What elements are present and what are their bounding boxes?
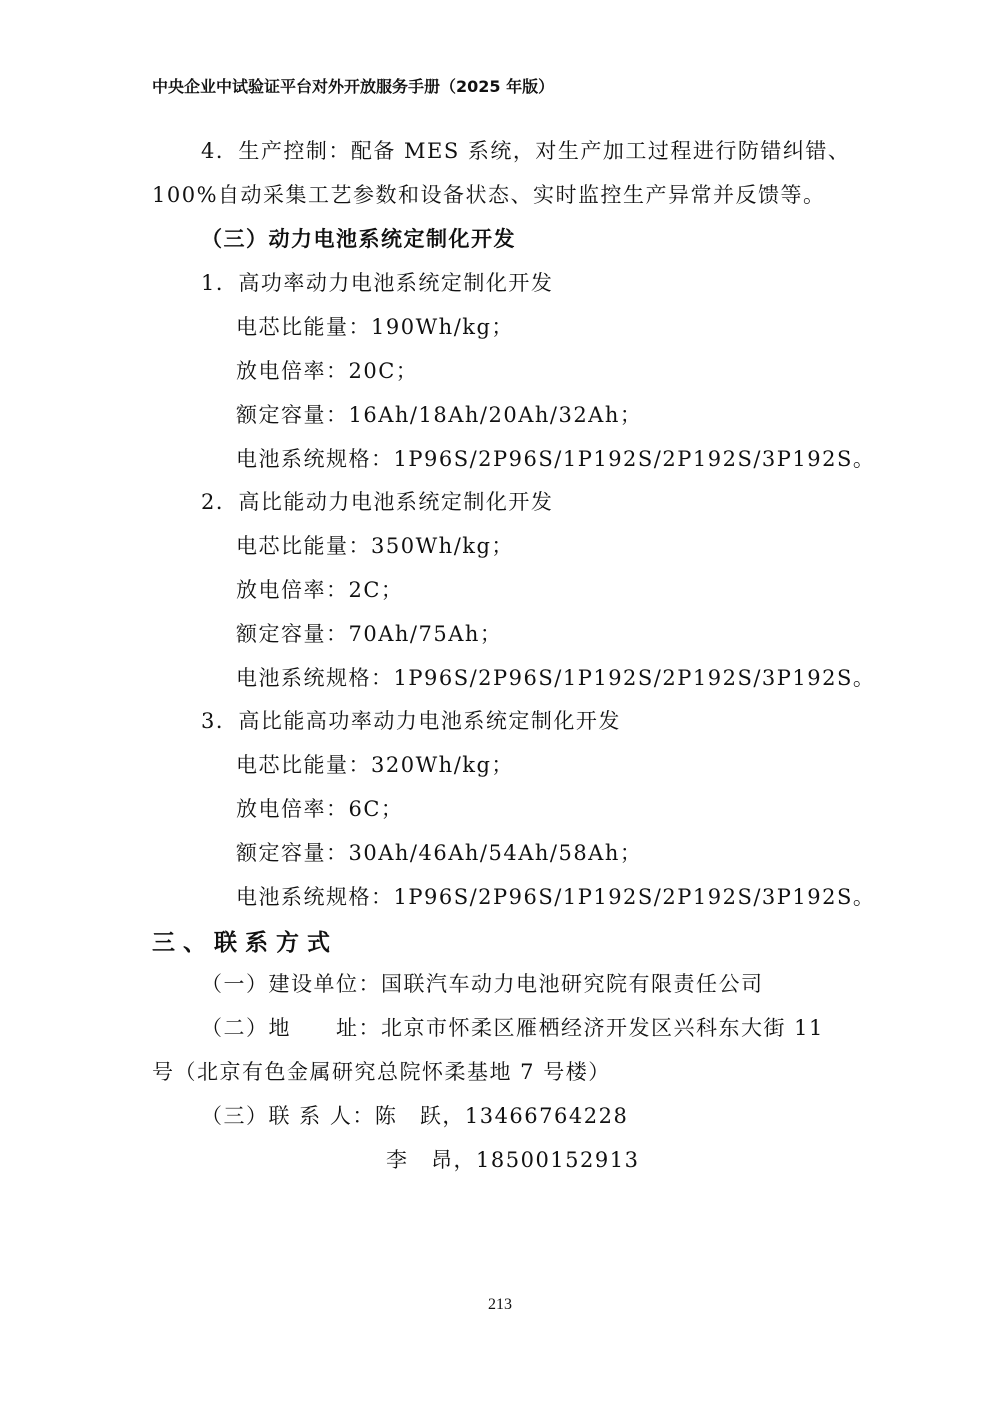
section-title-contact: 三、联系方式 [152, 929, 338, 956]
item-3-rate: 放电倍率：6C； [236, 797, 404, 821]
item-1-rate: 放电倍率：20C； [236, 359, 419, 383]
contact-person-2: 李 昂，18500152913 [386, 1148, 640, 1172]
contact-address-line1: （二）地 址：北京市怀柔区雁栖经济开发区兴科东大街 11 [201, 1016, 824, 1040]
page-number: 213 [488, 1296, 512, 1313]
item-2-spec: 电池系统规格：1P96S/2P96S/1P192S/2P192S/3P192S。 [236, 666, 876, 690]
item-3-title: 3．高比能高功率动力电池系统定制化开发 [201, 709, 621, 733]
item-2-rate: 放电倍率：2C； [236, 578, 404, 602]
item-3-energy: 电芯比能量：320Wh/kg； [236, 753, 514, 777]
item-3-spec: 电池系统规格：1P96S/2P96S/1P192S/2P192S/3P192S。 [236, 885, 876, 909]
contact-unit: （一）建设单位：国联汽车动力电池研究院有限责任公司 [201, 972, 764, 996]
item-1-energy: 电芯比能量：190Wh/kg； [236, 315, 514, 339]
item-2-capacity: 额定容量：70Ah/75Ah； [236, 622, 503, 646]
paragraph-production-control-line2: 100%自动采集工艺参数和设备状态、实时监控生产异常并反馈等。 [152, 183, 826, 207]
item-2-title: 2．高比能动力电池系统定制化开发 [201, 490, 554, 514]
contact-address-line2: 号（北京有色金属研究总院怀柔基地 7 号楼） [152, 1060, 611, 1084]
item-3-capacity: 额定容量：30Ah/46Ah/54Ah/58Ah； [236, 841, 643, 865]
item-1-title: 1．高功率动力电池系统定制化开发 [201, 271, 554, 295]
page-header: 中央企业中试验证平台对外开放服务手册（2025 年版） [152, 77, 555, 96]
item-2-energy: 电芯比能量：350Wh/kg； [236, 534, 514, 558]
paragraph-production-control-line1: 4．生产控制：配备 MES 系统，对生产加工过程进行防错纠错、 [201, 139, 851, 163]
contact-person-1: （三）联 系 人：陈 跃，13466764228 [201, 1104, 629, 1128]
item-1-spec: 电池系统规格：1P96S/2P96S/1P192S/2P192S/3P192S。 [236, 447, 876, 471]
sub-heading-battery-system: （三）动力电池系统定制化开发 [201, 226, 516, 251]
item-1-capacity: 额定容量：16Ah/18Ah/20Ah/32Ah； [236, 403, 643, 427]
